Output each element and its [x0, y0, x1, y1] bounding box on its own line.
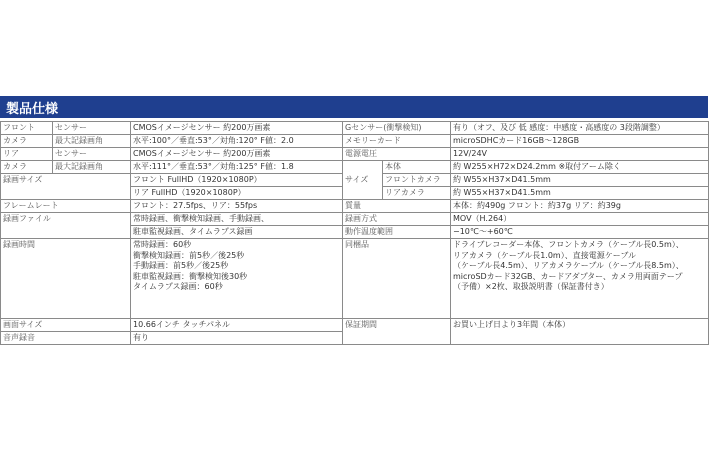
- weight-value: 本体：約490g フロント：約37g リア：約39g: [451, 200, 709, 213]
- bundle-line: （ケーブル長4.5m）、リアカメラケーブル（ケーブル長8.5m）、: [453, 261, 684, 270]
- rec-size-rear: リア FullHD（1920×1080P）: [131, 187, 343, 200]
- temp-label: 動作温度範囲: [343, 226, 451, 239]
- rec-format-label: 録画方式: [343, 213, 451, 226]
- section-header: [0, 96, 708, 118]
- front-cam-size-label: フロントカメラ: [383, 174, 451, 187]
- weight-label: 質量: [343, 200, 451, 213]
- screen-label: 画面サイズ: [1, 319, 131, 332]
- g-sensor-value: 有り（オフ、及び 低 感度：中感度・高感度の 3段階調整）: [451, 122, 709, 135]
- table-row: [1, 200, 709, 213]
- rec-time-label: 録画時間: [1, 239, 131, 319]
- front-angle-value: 水平:100°／垂直:53°／対角:120° F値：2.0: [131, 135, 343, 148]
- front-sensor-value: CMOSイメージセンサー 約200万画素: [131, 122, 343, 135]
- table-row: [1, 161, 709, 174]
- rear-angle-value: 水平:111°／垂直:53°／対角:125° F値：1.8: [131, 161, 343, 174]
- rear-camera-label-2: カメラ: [1, 161, 53, 174]
- rear-sensor-label: センサー: [53, 148, 131, 161]
- bundle-line: ドライブレコーダー本体、フロントカメラ（ケーブル長0.5m）、: [453, 240, 684, 249]
- front-sensor-label: センサー: [53, 122, 131, 135]
- rec-file-label: 録画ファイル: [1, 213, 131, 239]
- bundle-line: microSDカード32GB、カードアダプター、カメラ用両面テープ: [453, 271, 683, 281]
- audio-label: 音声録音: [1, 332, 131, 345]
- memory-label: メモリーカード: [343, 135, 451, 148]
- rec-time-line: 駐車監視録画：衝撃検知後30秒: [133, 271, 248, 281]
- body-size-value: 約 W255×H72×D24.2mm ※取付アーム除く: [451, 161, 709, 174]
- front-cam-size-value: 約 W55×H37×D41.5mm: [451, 174, 709, 187]
- g-sensor-label: Gセンサー(衝撃検知): [343, 122, 451, 135]
- bundle-line: リアカメラ（ケーブル長1.0m）、直接電源ケーブル: [453, 250, 637, 260]
- frame-rate-value: フロント：27.5fps、リア：55fps: [131, 200, 343, 213]
- table-row: [1, 213, 709, 226]
- table-row: [1, 239, 709, 319]
- rec-time-line: 常時録画：60秒: [133, 240, 192, 249]
- table-row: [1, 122, 709, 135]
- rec-size-label: 録画サイズ: [1, 174, 131, 200]
- rear-max-angle-label: 最大記録画角: [53, 161, 131, 174]
- rec-time-line: タイムラプス録画：60秒: [133, 282, 223, 291]
- table-row: [1, 148, 709, 161]
- voltage-label: 電源電圧: [343, 148, 451, 161]
- warranty-label: 保証期間: [343, 319, 451, 345]
- rec-time-value: [131, 239, 343, 319]
- rear-sensor-value: CMOSイメージセンサー 約200万画素: [131, 148, 343, 161]
- bundle-value: [451, 239, 709, 319]
- rear-cam-size-label: リアカメラ: [383, 187, 451, 200]
- rear-cam-size-value: 約 W55×H37×D41.5mm: [451, 187, 709, 200]
- rec-file-value-2: 駐車監視録画、タイムラプス録画: [131, 226, 343, 239]
- bundle-line: （予備）×2枚、取扱説明書（保証書付き）: [453, 282, 609, 291]
- front-camera-label: フロント: [1, 122, 53, 135]
- rec-time-line: 衝撃検知録画：前5秒／後25秒: [133, 250, 245, 260]
- rear-camera-label: リア: [1, 148, 53, 161]
- rec-file-value-1: 常時録画、衝撃検知録画、手動録画、: [131, 213, 343, 226]
- frame-rate-label: フレームレート: [1, 200, 131, 213]
- rec-size-front: フロント FullHD（1920×1080P）: [131, 174, 343, 187]
- size-label: サイズ: [343, 161, 383, 200]
- table-row: [1, 135, 709, 148]
- warranty-value: お買い上げ日より3年間（本体）: [451, 319, 709, 345]
- table-row: [1, 319, 709, 332]
- voltage-value: 12V/24V: [451, 148, 709, 161]
- rec-format-value: MOV（H.264）: [451, 213, 709, 226]
- spec-table: [0, 121, 709, 345]
- front-camera-label-2: カメラ: [1, 135, 53, 148]
- rec-time-line: 手動録画：前5秒／後25秒: [133, 261, 229, 270]
- body-size-label: 本体: [383, 161, 451, 174]
- temp-value: −10℃〜+60℃: [451, 226, 709, 239]
- bundle-label: 同梱品: [343, 239, 451, 319]
- screen-value: 10.66インチ タッチパネル: [131, 319, 343, 332]
- front-max-angle-label: 最大記録画角: [53, 135, 131, 148]
- audio-value: 有り: [131, 332, 343, 345]
- memory-value: microSDHCカード16GB〜128GB: [451, 135, 709, 148]
- section-title: 製品仕様: [6, 101, 59, 117]
